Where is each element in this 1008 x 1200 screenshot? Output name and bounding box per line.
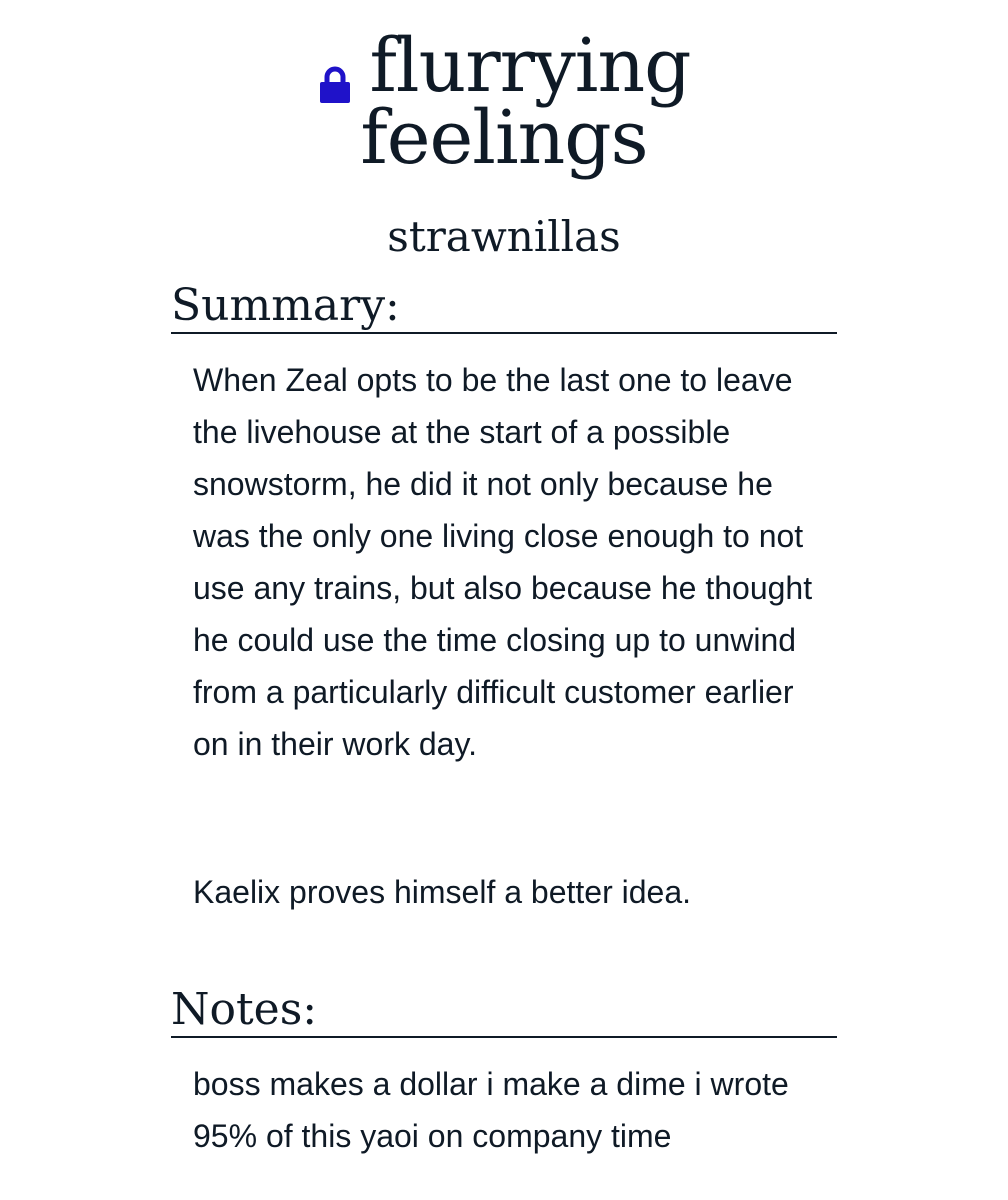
title-line-1 bbox=[0, 23, 1008, 109]
notes-heading: Notes: bbox=[171, 986, 837, 1038]
notes-text: boss makes a dollar i make a dime i wrote 95% of this yaoi on company time bbox=[193, 1066, 789, 1154]
summary-paragraph-2: Kaelix proves himself a better idea. bbox=[193, 874, 692, 910]
summary-heading: Summary: bbox=[171, 282, 837, 334]
author-name[interactable]: strawnillas bbox=[387, 212, 621, 261]
title-line-2: feelings bbox=[360, 95, 648, 181]
title-line-1-text: flurrying bbox=[369, 23, 691, 109]
title-block bbox=[0, 23, 1008, 181]
work-title[interactable] bbox=[0, 23, 1008, 181]
lock-icon bbox=[318, 44, 352, 84]
summary-paragraph-1: When Zeal opts to be the last one to leave the livehouse at the start of a possible snowstorm, he did it not only because he was the only one living close enough to not use any trains, but also because he thought he could use the time closing up to unwind from a particularly difficult customer earlier on in their work day. bbox=[193, 362, 813, 762]
